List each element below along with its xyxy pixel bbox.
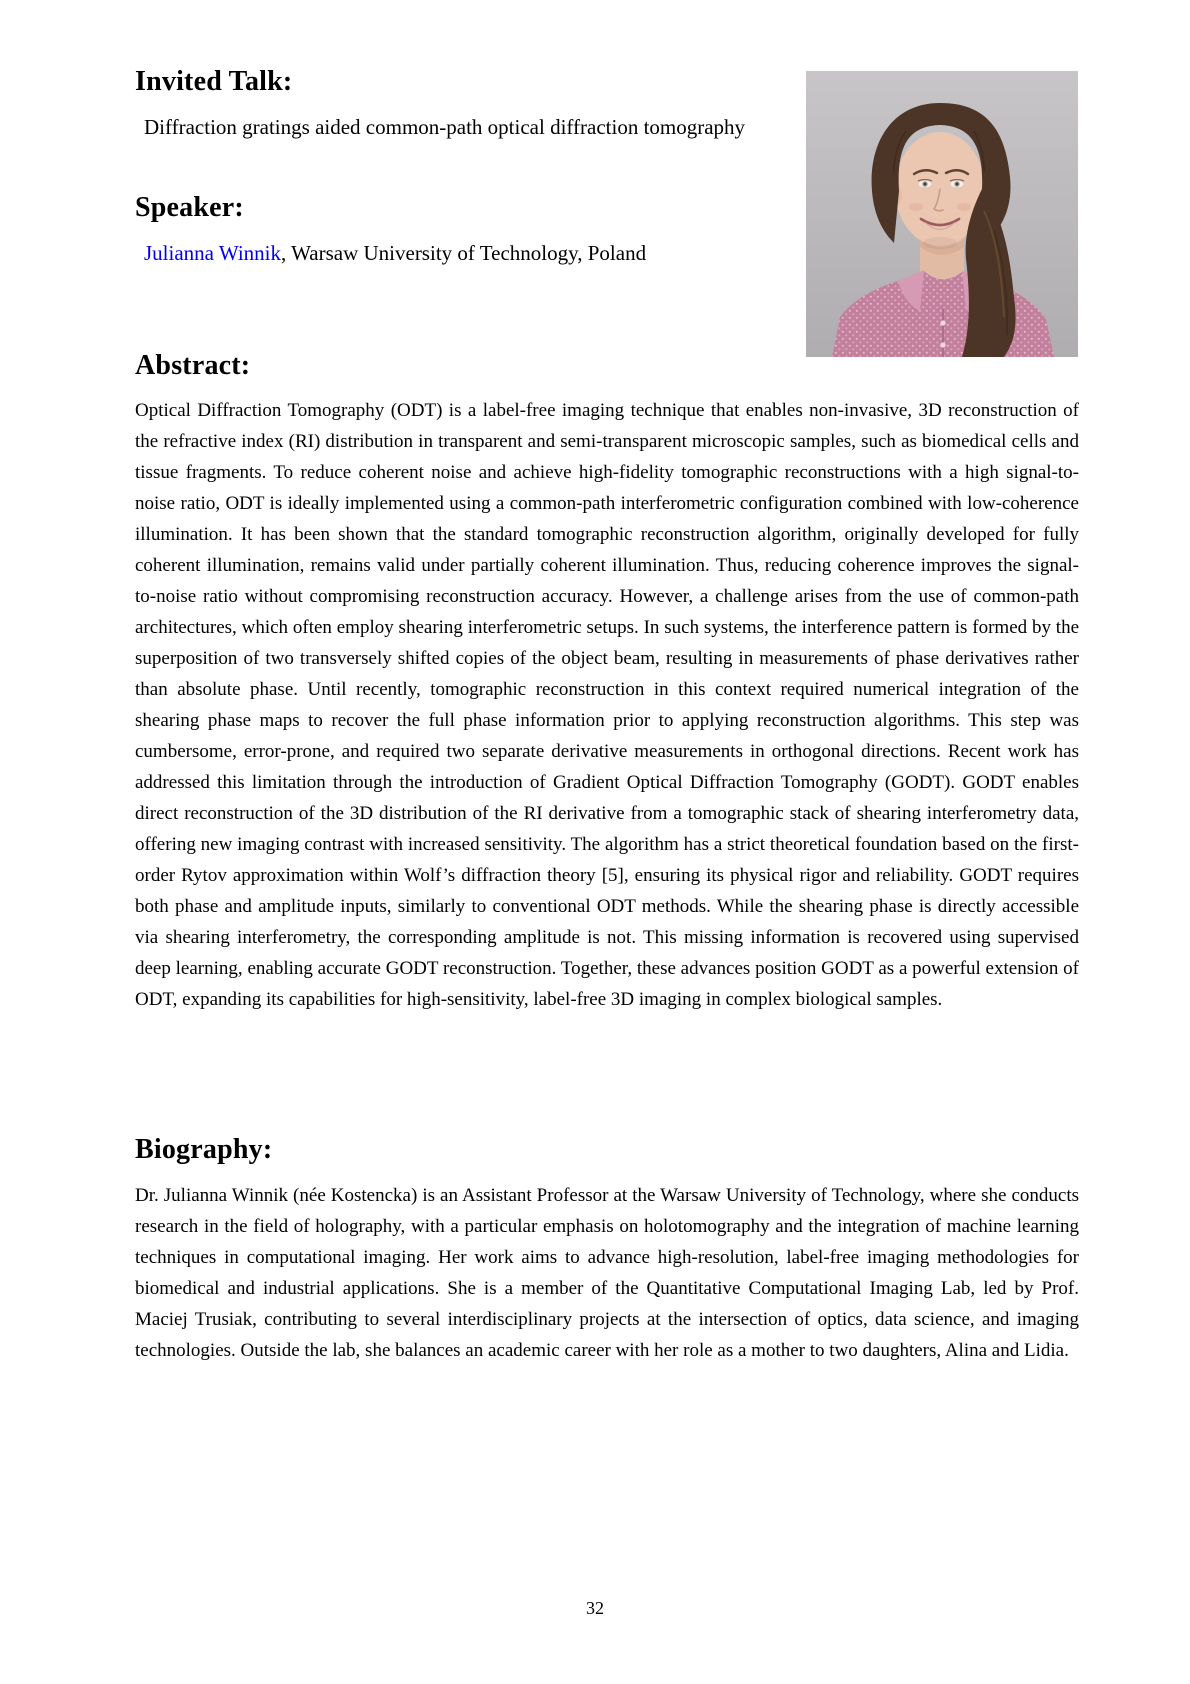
biography-text: Dr. Julianna Winnik (née Kostencka) is an Assistant Professor at the Warsaw University of Technology, where she conducts research in the field of holography, with a particular emphasis on holotomography and the integration of machine learning techniques in computational imaging. Her work aims to advance high-resolution, label-free imaging methodologies for biomedical and industrial applications. She is a member of the Quantitative Computational Imaging Lab, led by Prof. Maciej Trusiak, contributing to several interdisciplinary projects at the intersection of optics, data science, and imaging technologies. Outside the lab, she balances an academic career with her role as a mother to two daughters, Alina and Lidia. [135,1185,1079,1361]
speaker-name-link[interactable]: Julianna Winnik [144,241,282,265]
speaker-line [135,238,875,269]
abstract-text: Optical Diffraction Tomography (ODT) is a label-free imaging technique that enables non-invasive, 3D reconstruction of the refractive index (RI) distribution in transparent and semi-transparent microscopic samples, such as biomedical cells and tissue fragments. To reduce coherent noise and achieve high-fidelity tomographic reconstructions with a high signal-to-noise ratio, ODT is ideally implemented using a common-path interferometric configuration combined with low-coherence illumination. It has been shown that the standard tomographic reconstruction algorithm, originally developed for fully coherent illumination, remains valid under partially coherent illumination. Thus, reducing coherence improves the signal-to-noise ratio without compromising reconstruction accuracy. However, a challenge arises from the use of common-path architectures, which often employ shearing interferometric setups. In such systems, the interference pattern is formed by the superposition of two transversely shifted copies of the object beam, resulting in measurements of phase derivatives rather than absolute phase. Until recently, tomographic reconstruction in this context required numerical integration of the shearing phase maps to recover the full phase information prior to applying reconstruction algorithms. This step was cumbersome, error-prone, and required two separate derivative measurements in orthogonal directions. Recent work has addressed this limitation through the introduction of Gradient Optical Diffraction Tomography (GODT). GODT enables direct reconstruction of the 3D distribution of the RI derivative from a tomographic stack of shearing interferometry data, offering new imaging contrast with increased sensitivity. The algorithm has a strict theoretical foundation based on the first-order Rytov approximation within Wolf’s diffraction theory [5], ensuring its physical rigor and reliability. GODT requires both phase and amplitude inputs, similarly to conventional ODT methods. While the shearing phase is directly accessible via shearing interferometry, the corresponding amplitude is not. This missing information is recovered using supervised deep learning, enabling accurate GODT reconstruction. Together, these advances position GODT as a powerful extension of ODT, expanding its capabilities for high-sensitivity, label-free 3D imaging in complex biological samples. [135,400,1079,1010]
invited-talk-heading: Invited Talk: [135,66,293,97]
speaker-photo [806,71,1078,357]
page-number: 32 [586,1598,604,1618]
talk-title: Diffraction gratings aided common-path optical diffraction tomography [144,115,746,139]
speaker-heading: Speaker: [135,192,244,223]
speaker-affiliation: , Warsaw University of Technology, Poland [281,241,647,265]
abstract-heading: Abstract: [135,350,251,381]
biography-heading: Biography: [135,1134,273,1165]
